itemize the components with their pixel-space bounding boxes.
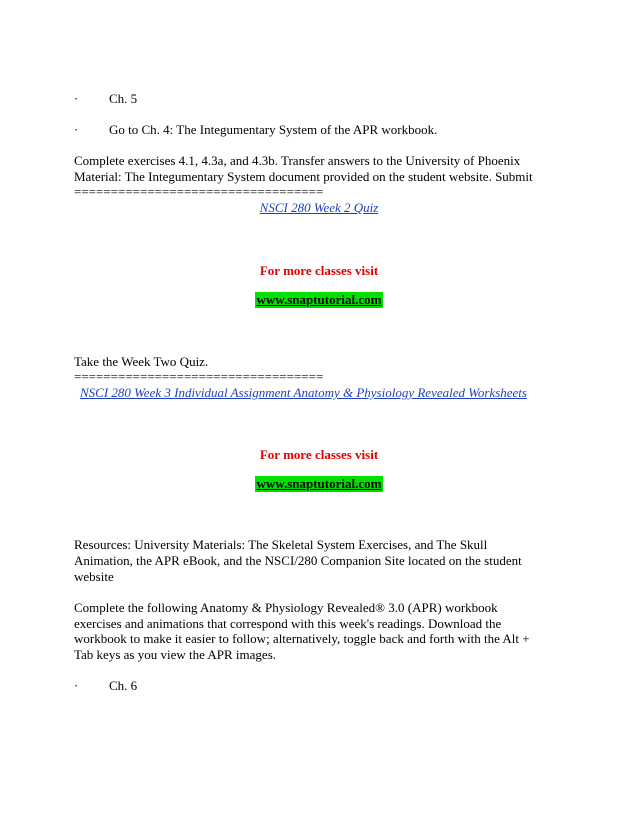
paragraph-line: Resources: University Materials: The Skeletal System Exercises, and The Skull xyxy=(74,537,488,552)
separator-line: ================================== xyxy=(74,184,324,199)
bullet-marker: · xyxy=(74,678,79,693)
paragraph-line: Complete exercises 4.1, 4.3a, and 4.3b. Transfer answers to the University of Phoenix xyxy=(74,153,521,168)
bullet-marker: · xyxy=(74,122,79,137)
paragraph-line: Complete the following Anatomy & Physiology Revealed® 3.0 (APR) workbook xyxy=(74,600,498,615)
paragraph-line: workbook to make it easier to follow; alternatively, toggle back and forth with the Alt + xyxy=(74,631,530,646)
week3-assignment-link[interactable]: NSCI 280 Week 3 Individual Assignment Anatomy & Physiology Revealed Worksheets xyxy=(80,385,527,400)
paragraph-line: Animation, the APR eBook, and the NSCI/280 Companion Site located on the student xyxy=(74,553,522,568)
week2-quiz-link[interactable]: NSCI 280 Week 2 Quiz xyxy=(259,200,379,215)
bullet-item-ch5: Ch. 5 xyxy=(109,91,138,106)
promo-label: For more classes visit xyxy=(259,263,379,278)
paragraph-line: Material: The Integumentary System document provided on the student website. Submit xyxy=(74,169,533,184)
bullet-item-ch4: Go to Ch. 4: The Integumentary System of the APR workbook. xyxy=(109,122,438,137)
bullet-marker: · xyxy=(74,91,79,106)
bullet-item-ch6: Ch. 6 xyxy=(109,678,138,693)
promo-url-link[interactable]: www.snaptutorial.com xyxy=(256,476,382,491)
paragraph-line: website xyxy=(74,569,114,584)
promo-url-link[interactable]: www.snaptutorial.com xyxy=(256,292,382,307)
separator-line: ================================== xyxy=(74,369,324,384)
paragraph-line: exercises and animations that correspond with this week's readings. Download the xyxy=(74,616,502,631)
paragraph-line: Tab keys as you view the APR images. xyxy=(74,647,277,662)
promo-label: For more classes visit xyxy=(259,447,379,462)
paragraph-line: Take the Week Two Quiz. xyxy=(74,354,209,369)
